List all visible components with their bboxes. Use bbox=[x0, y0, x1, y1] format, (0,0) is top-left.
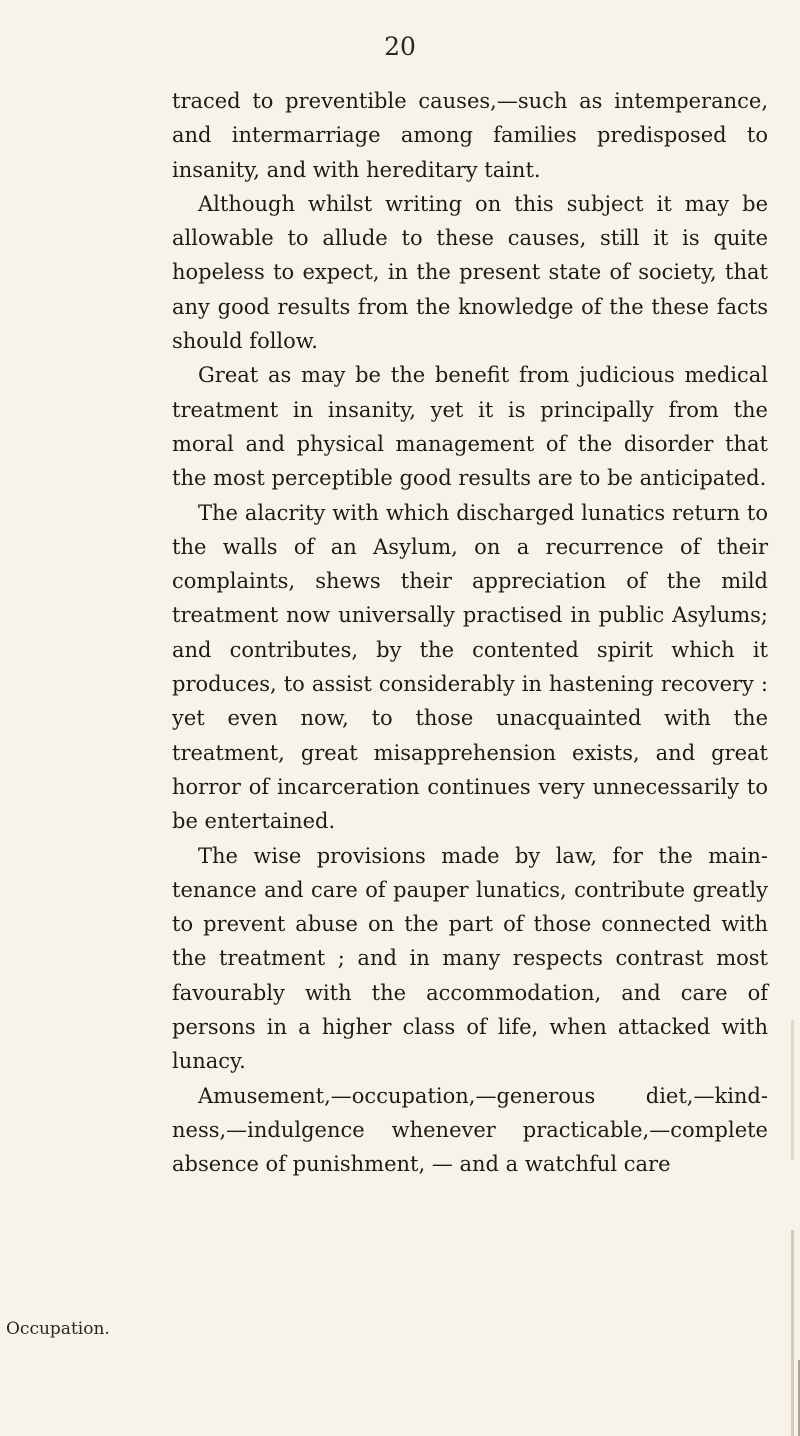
page-edge-shadow-lower bbox=[791, 1230, 794, 1436]
margin-note-occupation: Occupation. bbox=[6, 1319, 110, 1339]
paragraph-4: The alacrity with which discharged lunatics return to the walls of an Asylum, on a recurrence of their complaints, shews their appreciation of the mild treatment now universally practised in public Asylums; and contributes, by the contented spirit which it produces, to assist considerably in hastening recovery : yet even now, to those unacquainted with the treatment, great misapprehension exists, and great horror of incarceration continues very unnecessarily to be entertained. bbox=[172, 500, 768, 834]
paragraph-5: The wise provisions made by law, for the maintenance and care of pauper lunatics, contribute greatly to prevent abuse on the part of those connected with the treatment ; and in many respects contrast most favourably with the accommodation, and care of persons in a higher class of life, when attacked with lunacy. bbox=[172, 843, 768, 1074]
page-edge-shadow bbox=[791, 1020, 794, 1160]
paragraph-2: Although whilst writing on this subject it may be allowable to allude to these causes, still it is quite hopeless to expect, in the present state of society, that any good results from the knowledge of the these facts should follow. bbox=[172, 191, 768, 354]
page-number: 20 bbox=[384, 32, 416, 61]
paragraph-6: Amusement,—occupation,—generous diet,—kindness,—indulgence whenever practicable,—complete absence of punishment, — and a watchful care bbox=[172, 1083, 768, 1177]
paragraph-3: Great as may be the benefit from judicious medical treatment in insanity, yet it is principally from the moral and physical management of the disorder that the most perceptible good results are to be anticipated. bbox=[172, 363, 768, 491]
body-text bbox=[172, 84, 768, 1182]
paragraph-1: traced to preventible causes,—such as intemperance, and intermarriage among families predisposed to insanity, and with hereditary taint. bbox=[172, 89, 768, 182]
